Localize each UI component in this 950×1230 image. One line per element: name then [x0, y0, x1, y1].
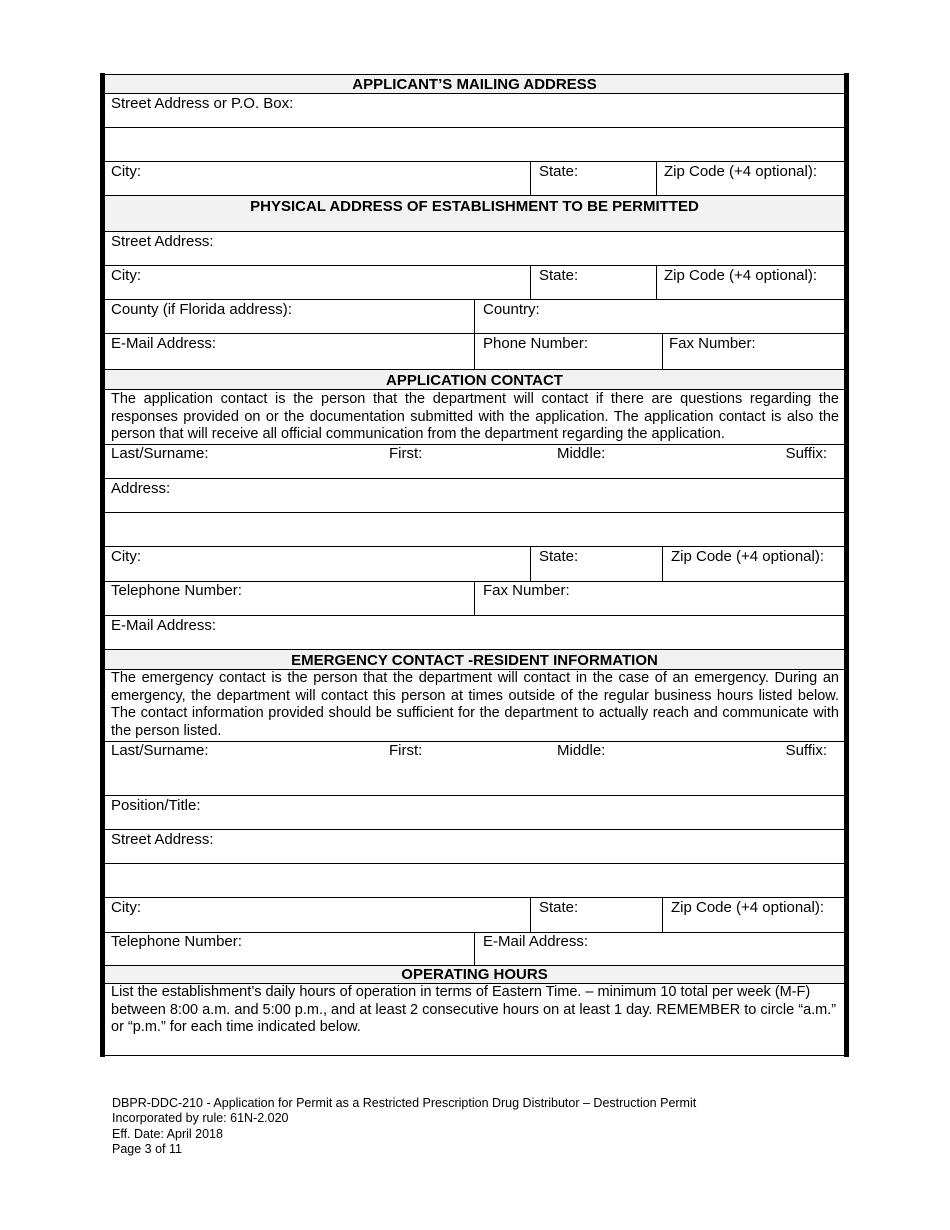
- field-label: Street Address:: [111, 233, 214, 250]
- divider: [662, 898, 663, 932]
- emergency-contact-position-row[interactable]: [105, 795, 844, 829]
- divider: [530, 266, 531, 299]
- application-contact-city-row[interactable]: [105, 546, 844, 581]
- field-label: Zip Code (+4 optional):: [664, 163, 818, 180]
- emergency-contact-street-row[interactable]: [105, 829, 844, 863]
- mailing-city-row[interactable]: [105, 161, 844, 195]
- application-contact-address-row[interactable]: [105, 478, 844, 512]
- divider: [474, 300, 475, 333]
- field-label: Telephone Number:: [111, 582, 242, 599]
- field-label: City:: [111, 267, 141, 284]
- field-label: State:: [539, 899, 579, 916]
- field-label: City:: [111, 163, 141, 180]
- field-label: Country:: [483, 301, 540, 318]
- field-label: Zip Code (+4 optional):: [671, 548, 825, 565]
- footer-rule: Incorporated by rule: 61N-2.020: [112, 1111, 289, 1126]
- field-label: Fax Number:: [669, 335, 756, 352]
- field-label: Street Address or P.O. Box:: [111, 95, 294, 112]
- section-header-application-contact: [105, 369, 844, 389]
- section-title: APPLICANT’S MAILING ADDRESS: [352, 76, 597, 93]
- field-label: Suffix:: [785, 742, 827, 759]
- application-contact-email-row[interactable]: [105, 615, 844, 649]
- field-label: Last/Surname:: [111, 742, 209, 759]
- page-footer: [112, 1096, 696, 1157]
- field-label: State:: [539, 548, 579, 565]
- field-label: Fax Number:: [483, 582, 570, 599]
- field-label: E-Mail Address:: [111, 335, 217, 352]
- divider: [656, 162, 657, 195]
- description-text: The emergency contact is the person that the department will contact in the case of an emergency. During an emergency, the department will contact this person at times outside of the regular business hours listed below. The contact information provided should be sufficient for the department to actually reach and communicate with the person listed.: [111, 670, 839, 739]
- field-label: Address:: [111, 480, 171, 497]
- field-label: State:: [539, 163, 579, 180]
- field-label: City:: [111, 899, 141, 916]
- application-contact-description: [105, 389, 844, 444]
- section-title: OPERATING HOURS: [401, 966, 548, 983]
- section-header-mailing: [105, 74, 844, 93]
- section-header-physical: [105, 195, 844, 231]
- field-label: Middle:: [557, 742, 606, 759]
- physical-email-row[interactable]: [105, 333, 844, 369]
- field-label: Middle:: [557, 445, 606, 462]
- emergency-contact-street-line2-row[interactable]: [105, 863, 844, 897]
- field-label: Zip Code (+4 optional):: [664, 267, 818, 284]
- field-label: Last/Surname:: [111, 445, 209, 462]
- field-label: City:: [111, 548, 141, 565]
- field-label: E-Mail Address:: [483, 933, 589, 950]
- physical-street-row[interactable]: [105, 231, 844, 265]
- divider: [474, 582, 475, 615]
- mailing-street-row[interactable]: [105, 93, 844, 127]
- operating-hours-description: [105, 983, 844, 1056]
- description-text: The application contact is the person that the department will contact if there are questions regarding the responses provided on or the documentation submitted with the application. The application contact is also the person that will receive all official communication from the department regarding the application.: [111, 391, 839, 442]
- footer-form-title: DBPR-DDC-210 - Application for Permit as a Restricted Prescription Drug Distributor – Destruction Permit: [112, 1096, 697, 1110]
- section-title: PHYSICAL ADDRESS OF ESTABLISHMENT TO BE PERMITTED: [250, 198, 699, 215]
- section-title: EMERGENCY CONTACT -RESIDENT INFORMATION: [291, 652, 658, 669]
- emergency-contact-name-row[interactable]: [105, 741, 844, 795]
- divider: [656, 266, 657, 299]
- field-label: E-Mail Address:: [111, 617, 217, 634]
- field-label: Street Address:: [111, 831, 214, 848]
- field-label: County (if Florida address):: [111, 301, 292, 318]
- divider: [474, 933, 475, 965]
- divider: [662, 547, 663, 581]
- physical-county-row[interactable]: [105, 299, 844, 333]
- field-label: Phone Number:: [483, 335, 589, 352]
- divider: [530, 898, 531, 932]
- field-label: First:: [389, 445, 423, 462]
- divider: [530, 547, 531, 581]
- footer-eff-date: Eff. Date: April 2018: [112, 1126, 223, 1141]
- section-header-operating-hours: [105, 965, 844, 983]
- field-label: Suffix:: [785, 445, 827, 462]
- emergency-contact-description: [105, 669, 844, 741]
- mailing-street-line2-row[interactable]: [105, 127, 844, 161]
- application-contact-name-row[interactable]: [105, 444, 844, 478]
- field-label: Telephone Number:: [111, 933, 242, 950]
- field-label: First:: [389, 742, 423, 759]
- emergency-contact-city-row[interactable]: [105, 897, 844, 932]
- description-text: List the establishment’s daily hours of operation in terms of Eastern Time. – minimum 10 total per week (M-F) between 8:00 a.m. and 5:00 p.m., and at least 2 consecutive hours on at least 1 day. REMEMBER to circle “a.m.” or “p.m.” for each time indicated below.: [111, 984, 837, 1035]
- application-contact-address-line2-row[interactable]: [105, 512, 844, 546]
- section-title: APPLICATION CONTACT: [386, 372, 563, 389]
- field-label: Zip Code (+4 optional):: [671, 899, 825, 916]
- divider: [474, 334, 475, 369]
- application-contact-phone-row[interactable]: [105, 581, 844, 615]
- field-label: Position/Title:: [111, 797, 201, 814]
- footer-page-number: Page 3 of 11: [112, 1141, 182, 1156]
- section-header-emergency-contact: [105, 649, 844, 669]
- divider: [662, 334, 663, 369]
- field-label: State:: [539, 267, 579, 284]
- emergency-contact-phone-row[interactable]: [105, 932, 844, 965]
- physical-city-row[interactable]: [105, 265, 844, 299]
- divider: [530, 162, 531, 195]
